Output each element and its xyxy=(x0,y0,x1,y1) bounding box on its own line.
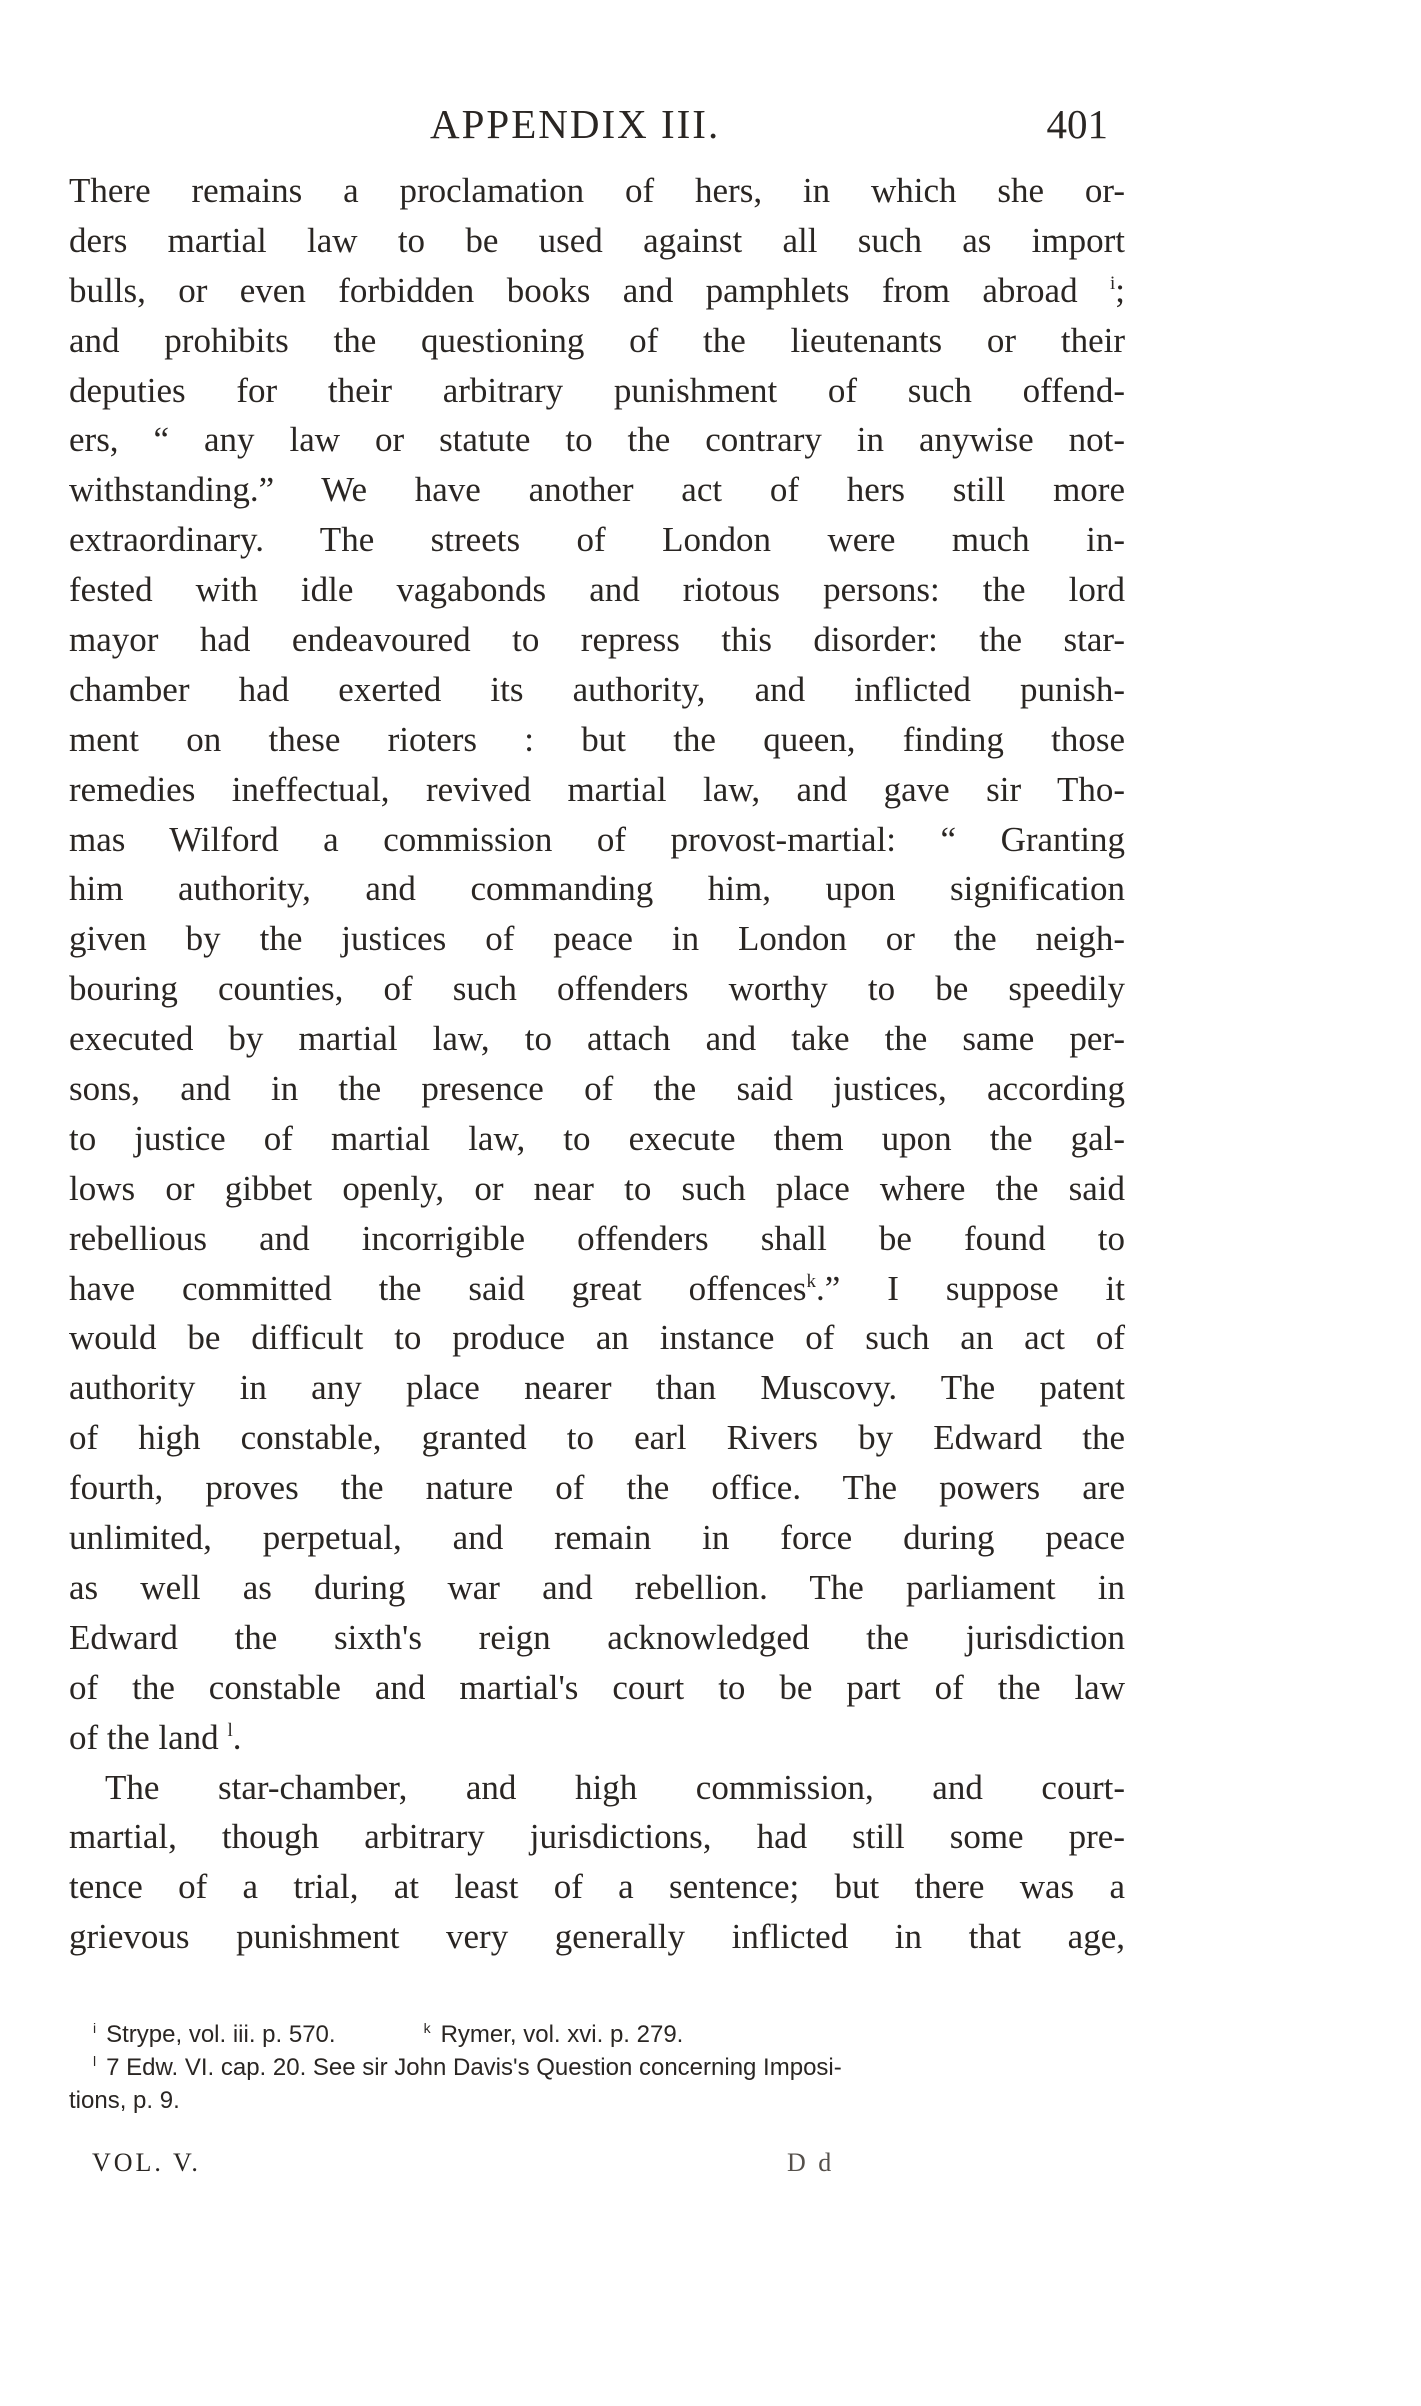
text-line: him authority, and commanding him, upon signification xyxy=(69,869,1125,909)
footnote-ref-i[interactable]: i xyxy=(1109,272,1116,294)
footnote-continuation: tions, p. 9. xyxy=(69,2087,180,2114)
text-line: to justice of martial law, to execute them upon the gal- xyxy=(69,1118,1125,1158)
signature-mark: D d xyxy=(787,2148,835,2177)
text-line: ders martial law to be used against all such as import xyxy=(69,220,1125,260)
footnotes xyxy=(69,2018,1125,2117)
text-line: and prohibits the questioning of the lieutenants or their xyxy=(69,320,1125,360)
text-line: The star-chamber, and high commission, and court- xyxy=(105,1767,1125,1807)
text-line: deputies for their arbitrary punishment of such offend- xyxy=(69,370,1125,410)
text-line: tence of a trial, at least of a sentence; but there was a xyxy=(69,1867,1125,1907)
text-line: executed by martial law, to attach and take the same per- xyxy=(69,1019,1125,1059)
footnote-text-l: 7 Edw. VI. cap. 20. See sir John Davis's Question concerning Imposi- xyxy=(106,2054,842,2081)
body-text xyxy=(69,166,1125,1962)
text-line: as well as during war and rebellion. The parliament in xyxy=(69,1567,1125,1607)
text-line: of the constable and martial's court to be part of the law xyxy=(69,1667,1125,1707)
text-line: Edward the sixth's reign acknowledged the jurisdiction xyxy=(69,1617,1125,1657)
text-line: grievous punishment very generally inflicted in that age, xyxy=(69,1917,1125,1957)
text-line: sons, and in the presence of the said justices, according xyxy=(69,1069,1125,1109)
text-line: given by the justices of peace in London or the neigh- xyxy=(69,919,1125,959)
page-footer xyxy=(92,2148,1092,2188)
text-line: authority in any place nearer than Muscovy. The patent xyxy=(69,1368,1125,1408)
text-segment: of the land xyxy=(69,1717,228,1757)
footnote-text-i: Strype, vol. iii. p. 570. xyxy=(106,2021,336,2048)
footnote-text-k: Rymer, vol. xvi. p. 279. xyxy=(440,2021,684,2048)
text-segment: . xyxy=(232,1717,242,1757)
running-title: APPENDIX III. xyxy=(430,101,721,147)
text-line xyxy=(69,1713,1125,1763)
page-header xyxy=(430,100,1120,160)
footnote-row xyxy=(69,2051,1125,2084)
text-line xyxy=(69,266,1125,316)
text-line: would be difficult to produce an instance of such an act of xyxy=(69,1318,1125,1358)
text-line: of high constable, granted to earl Rivers by Edward the xyxy=(69,1418,1125,1458)
text-line xyxy=(69,1264,1125,1314)
text-line: remedies ineffectual, revived martial law, and gave sir Tho- xyxy=(69,769,1125,809)
footnote-ref-k[interactable]: k xyxy=(806,1270,816,1292)
volume-label: VOL. V. xyxy=(92,2148,201,2177)
text-line: lows or gibbet openly, or near to such place where the said xyxy=(69,1168,1125,1208)
text-line: rebellious and incorrigible offenders shall be found to xyxy=(69,1218,1125,1258)
text-line: extraordinary. The streets of London were much in- xyxy=(69,520,1125,560)
text-line: unlimited, perpetual, and remain in force during peace xyxy=(69,1518,1125,1558)
footnote-mark-i: i xyxy=(93,2020,97,2036)
text-line: chamber had exerted its authority, and inflicted punish- xyxy=(69,669,1125,709)
page-number: 401 xyxy=(1046,101,1108,147)
text-segment: bulls, or even forbidden books and pamphlets from abroad xyxy=(69,270,1110,310)
footnote-row xyxy=(69,2018,1125,2051)
footnote-mark-k: k xyxy=(423,2020,431,2036)
text-line: fourth, proves the nature of the office. The powers are xyxy=(69,1468,1125,1508)
text-line: fested with idle vagabonds and riotous persons: the lord xyxy=(69,570,1125,610)
text-line: martial, though arbitrary jurisdictions, had still some pre- xyxy=(69,1817,1125,1857)
footnote-mark-l: l xyxy=(93,2053,97,2069)
text-line: bouring counties, of such offenders worthy to be speedily xyxy=(69,969,1125,1009)
text-segment: have committed the said great offences xyxy=(69,1268,807,1308)
text-line: mas Wilford a commission of provost-martial: “ Granting xyxy=(69,819,1125,859)
footnote-ref-l[interactable]: l xyxy=(227,1719,233,1741)
text-segment: .” I suppose it xyxy=(816,1268,1126,1308)
text-segment: ; xyxy=(1115,270,1125,310)
text-line: ment on these rioters : but the queen, finding those xyxy=(69,719,1125,759)
text-line: mayor had endeavoured to repress this disorder: the star- xyxy=(69,620,1125,660)
text-line: ers, “ any law or statute to the contrary in anywise not- xyxy=(69,420,1125,460)
text-line: There remains a proclamation of hers, in which she or- xyxy=(69,171,1125,210)
text-line: withstanding.” We have another act of hers still more xyxy=(69,470,1125,510)
